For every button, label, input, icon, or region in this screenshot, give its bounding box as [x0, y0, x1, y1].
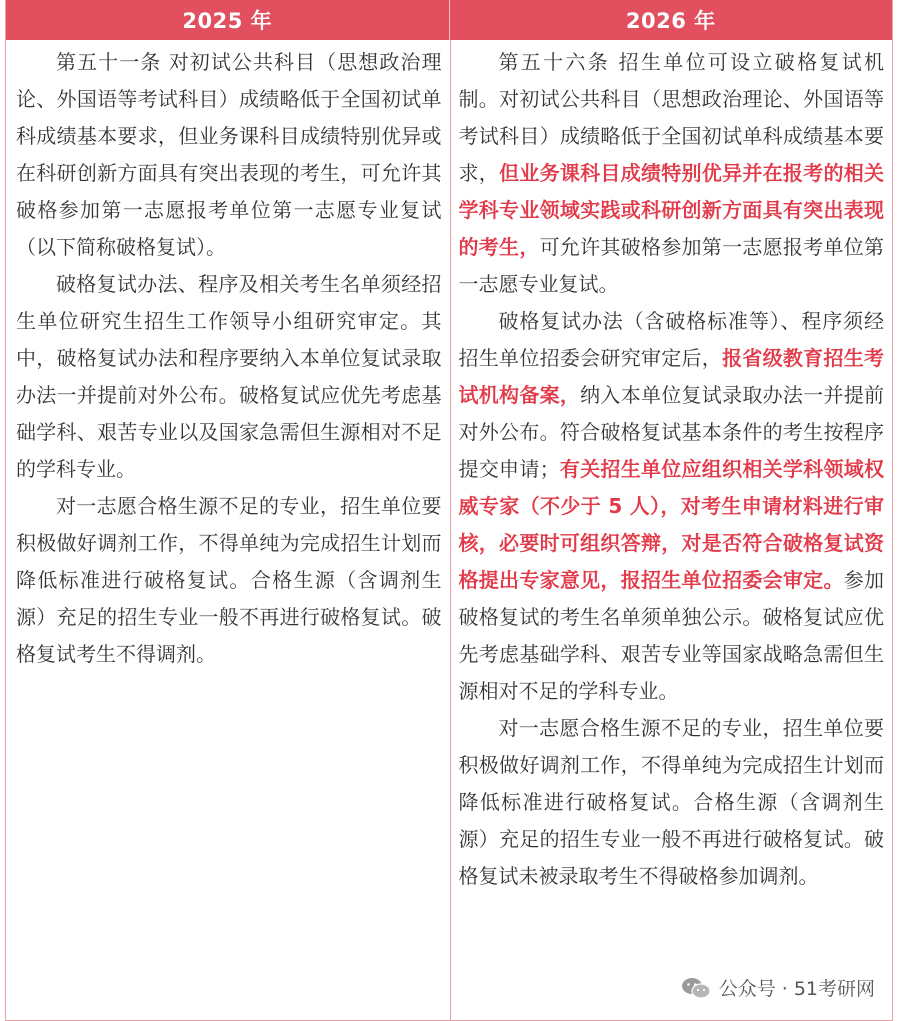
table-header — [6, 0, 892, 40]
left-paragraph-1: 第五十一条 对初试公共科目（思想政治理论、外国语等考试科目）成绩略低于全国初试单科成绩基本要求，但业务课科目成绩特别优异或在科研创新方面具有突出表现的考生，可允许其破格参加第一志愿报考单位第一志愿专业复试（以下简称破格复试）。 — [16, 50, 442, 259]
header-2026: 2026 年 — [449, 0, 893, 40]
right-p1-text-b: 可允许其破格参加第一志愿报考单位第一志愿专业复试。 — [458, 235, 885, 296]
table-body — [6, 40, 892, 1021]
watermark — [681, 974, 875, 1001]
left-paragraph-2: 破格复试办法、程序及相关考生名单须经招生单位研究生招生工作领导小组研究审定。其中，破格复试办法和程序要纳入本单位复试录取办法一并提前对外公布。破格复试应优先考虑基础学科、艰苦专业以及国家急需但生源相对不足的学科专业。 — [16, 272, 442, 481]
right-p1-text-a: 第五十六条 招生单位可设立破格复试机制。对初试公共科目（思想政治理论、外国语等考试科目）成绩略低于全国初试单科成绩基本要求， — [458, 50, 884, 185]
left-paragraph-3: 对一志愿合格生源不足的专业，招生单位要积极做好调剂工作，不得单纯为完成招生计划而降低标准进行破格复试。合格生源（含调剂生源）充足的招生专业一般不再进行破格复试。破格复试考生不得调剂。 — [16, 494, 442, 666]
wechat-icon — [681, 977, 711, 999]
column-2025 — [6, 40, 450, 1021]
right-p2-text-a: 破格复试办法（含破格标准等）、程序须经招生单位招委会研究审定后， — [458, 309, 884, 370]
right-paragraph-2 — [459, 303, 885, 710]
right-p2-text-b: 纳入本单位复试录取办法一并提前对外公布。符合破格复试基本条件的考生按程序提交申请； — [458, 383, 885, 481]
right-paragraph-3: 对一志愿合格生源不足的专业，招生单位要积极做好调剂工作，不得单纯为完成招生计划而降低标准进行破格复试。合格生源（含调剂生源）充足的招生专业一般不再进行破格复试。破格复试未被录取考生不得破格参加调剂。 — [458, 716, 884, 888]
right-p2-text-c: 参加破格复试的考生名单须单独公示。破格复试应优先考虑基础学科、艰苦专业等国家战略急需但生源相对不足的学科专业。 — [458, 568, 885, 703]
header-2025: 2025 年 — [182, 9, 273, 33]
right-p2-highlight-2: 有关招生单位应组织相关学科领域权威专家（不少于 5 人），对考生申请材料进行审核，必要时可组织答辩，对是否符合破格复试资格提出专家意见，报招生单位招委会审定。 — [458, 457, 885, 592]
comparison-table — [5, 0, 893, 1021]
right-p1-highlight: 但业务课科目成绩特别优异并在报考的相关学科专业领域实践或科研创新方面具有突出表现的考生， — [458, 161, 885, 259]
column-2026 — [450, 40, 893, 1021]
watermark-text: 公众号 · 51考研网 — [718, 978, 875, 1000]
right-paragraph-1 — [459, 44, 885, 303]
right-p2-highlight-1: 报省级教育招生考试机构备案， — [458, 346, 885, 407]
